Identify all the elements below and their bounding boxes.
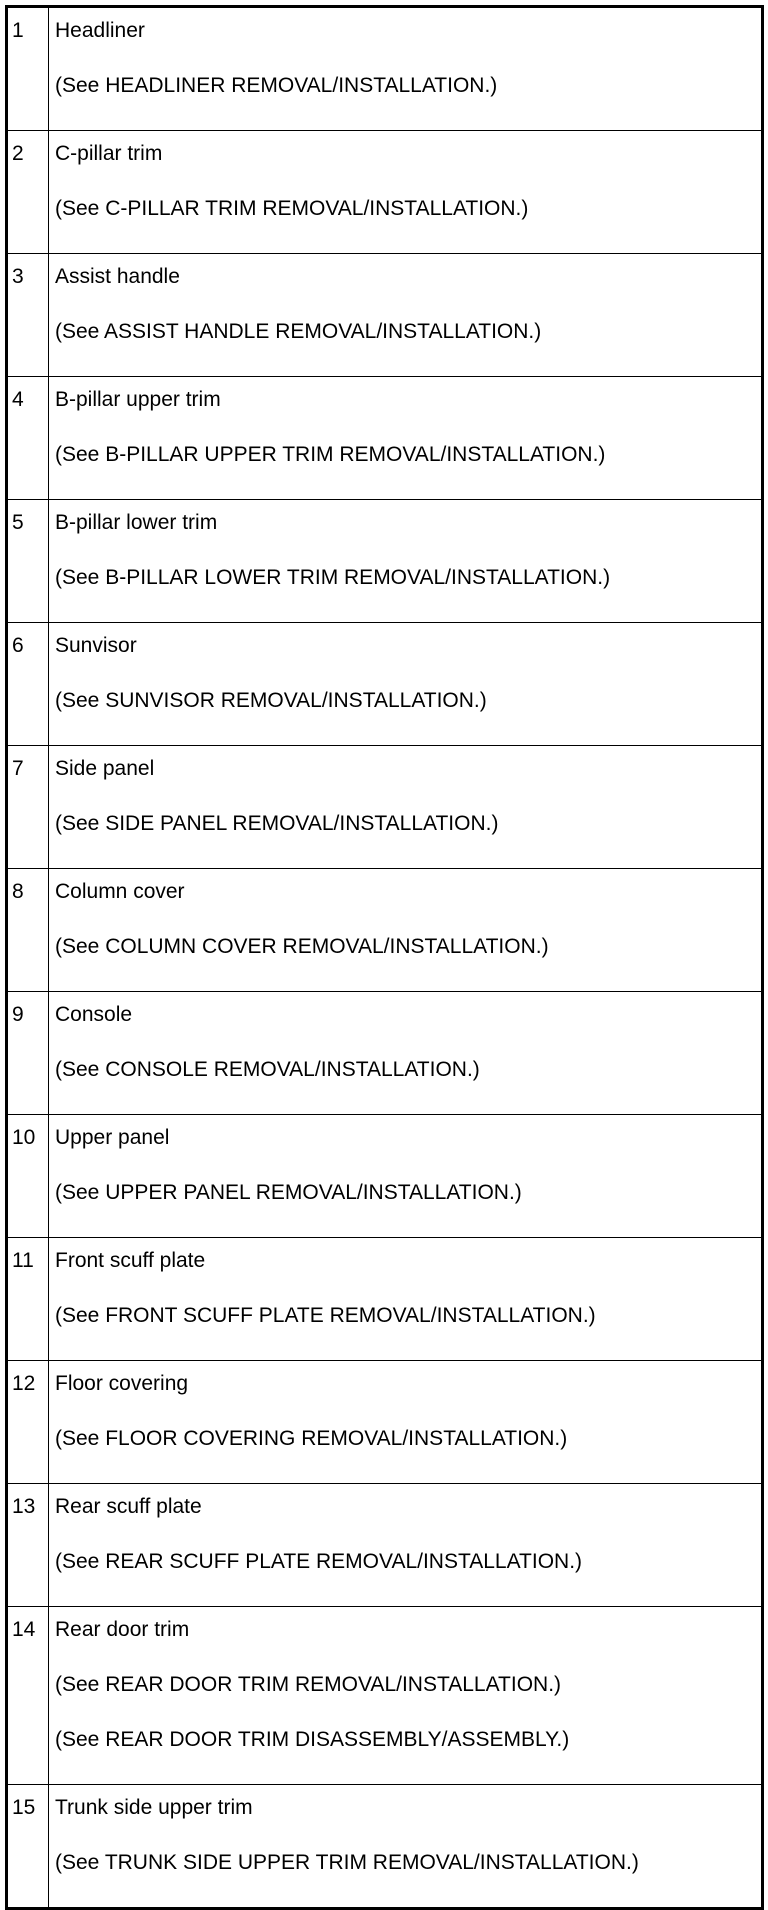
item-reference-link[interactable]: (See B-PILLAR LOWER TRIM REMOVAL/INSTALLATION.) xyxy=(55,567,611,589)
item-number: 5 xyxy=(8,500,49,623)
item-number: 4 xyxy=(8,377,49,500)
item-number: 12 xyxy=(8,1361,49,1484)
table-row xyxy=(8,623,761,746)
item-description xyxy=(49,500,762,623)
item-name: Headliner xyxy=(55,20,145,42)
item-name: Rear door trim xyxy=(55,1619,190,1641)
item-reference-link[interactable]: (See ASSIST HANDLE REMOVAL/INSTALLATION.) xyxy=(55,321,542,343)
item-reference-link[interactable]: (See SUNVISOR REMOVAL/INSTALLATION.) xyxy=(55,690,487,712)
item-description xyxy=(49,1785,762,1908)
item-name: Upper panel xyxy=(55,1127,170,1149)
table-row xyxy=(8,131,761,254)
item-number: 9 xyxy=(8,992,49,1115)
item-reference-link[interactable]: (See UPPER PANEL REMOVAL/INSTALLATION.) xyxy=(55,1182,522,1204)
item-name: Rear scuff plate xyxy=(55,1496,202,1518)
item-number: 3 xyxy=(8,254,49,377)
table-row xyxy=(8,1607,761,1785)
table-row xyxy=(8,377,761,500)
parts-table-frame xyxy=(5,5,764,1910)
item-name: Front scuff plate xyxy=(55,1250,206,1272)
item-reference-link[interactable]: (See FRONT SCUFF PLATE REMOVAL/INSTALLATION.) xyxy=(55,1305,596,1327)
item-reference-link[interactable]: (See COLUMN COVER REMOVAL/INSTALLATION.) xyxy=(55,936,549,958)
table-row xyxy=(8,254,761,377)
item-description xyxy=(49,8,762,131)
item-number: 10 xyxy=(8,1115,49,1238)
item-reference-link[interactable]: (See REAR DOOR TRIM DISASSEMBLY/ASSEMBLY.) xyxy=(55,1729,570,1751)
item-name: Assist handle xyxy=(55,266,180,288)
table-row xyxy=(8,500,761,623)
table-row xyxy=(8,1238,761,1361)
item-description xyxy=(49,1238,762,1361)
item-number: 15 xyxy=(8,1785,49,1908)
item-reference-link[interactable]: (See TRUNK SIDE UPPER TRIM REMOVAL/INSTALLATION.) xyxy=(55,1852,639,1874)
item-number: 8 xyxy=(8,869,49,992)
item-reference-link[interactable]: (See REAR SCUFF PLATE REMOVAL/INSTALLATION.) xyxy=(55,1551,583,1573)
item-reference-link[interactable]: (See FLOOR COVERING REMOVAL/INSTALLATION.) xyxy=(55,1428,568,1450)
item-description xyxy=(49,623,762,746)
item-name: Floor covering xyxy=(55,1373,189,1395)
table-row xyxy=(8,869,761,992)
item-number: 11 xyxy=(8,1238,49,1361)
item-name: Side panel xyxy=(55,758,155,780)
item-name: Column cover xyxy=(55,881,185,903)
item-description xyxy=(49,254,762,377)
item-name: B-pillar upper trim xyxy=(55,389,221,411)
item-number: 14 xyxy=(8,1607,49,1785)
table-row xyxy=(8,1361,761,1484)
item-description xyxy=(49,131,762,254)
item-description xyxy=(49,377,762,500)
table-row xyxy=(8,8,761,131)
item-number: 13 xyxy=(8,1484,49,1607)
item-name: C-pillar trim xyxy=(55,143,163,165)
table-row xyxy=(8,746,761,869)
table-row xyxy=(8,1785,761,1908)
item-reference-link[interactable]: (See B-PILLAR UPPER TRIM REMOVAL/INSTALLATION.) xyxy=(55,444,606,466)
item-description xyxy=(49,1115,762,1238)
item-reference-link[interactable]: (See CONSOLE REMOVAL/INSTALLATION.) xyxy=(55,1059,480,1081)
parts-table-body xyxy=(8,8,761,1907)
item-reference-link[interactable]: (See HEADLINER REMOVAL/INSTALLATION.) xyxy=(55,75,498,97)
parts-table xyxy=(8,8,761,1907)
table-row xyxy=(8,1484,761,1607)
item-reference-link[interactable]: (See REAR DOOR TRIM REMOVAL/INSTALLATION.) xyxy=(55,1674,562,1696)
item-number: 7 xyxy=(8,746,49,869)
item-name: B-pillar lower trim xyxy=(55,512,218,534)
item-number: 2 xyxy=(8,131,49,254)
item-name: Console xyxy=(55,1004,133,1026)
item-description xyxy=(49,1607,762,1785)
item-reference-link[interactable]: (See SIDE PANEL REMOVAL/INSTALLATION.) xyxy=(55,813,499,835)
item-description xyxy=(49,746,762,869)
item-description xyxy=(49,869,762,992)
item-number: 1 xyxy=(8,8,49,131)
item-number: 6 xyxy=(8,623,49,746)
item-name: Trunk side upper trim xyxy=(55,1797,253,1819)
item-name: Sunvisor xyxy=(55,635,137,657)
item-reference-link[interactable]: (See C-PILLAR TRIM REMOVAL/INSTALLATION.) xyxy=(55,198,529,220)
item-description xyxy=(49,992,762,1115)
table-row xyxy=(8,992,761,1115)
table-row xyxy=(8,1115,761,1238)
item-description xyxy=(49,1361,762,1484)
item-description xyxy=(49,1484,762,1607)
